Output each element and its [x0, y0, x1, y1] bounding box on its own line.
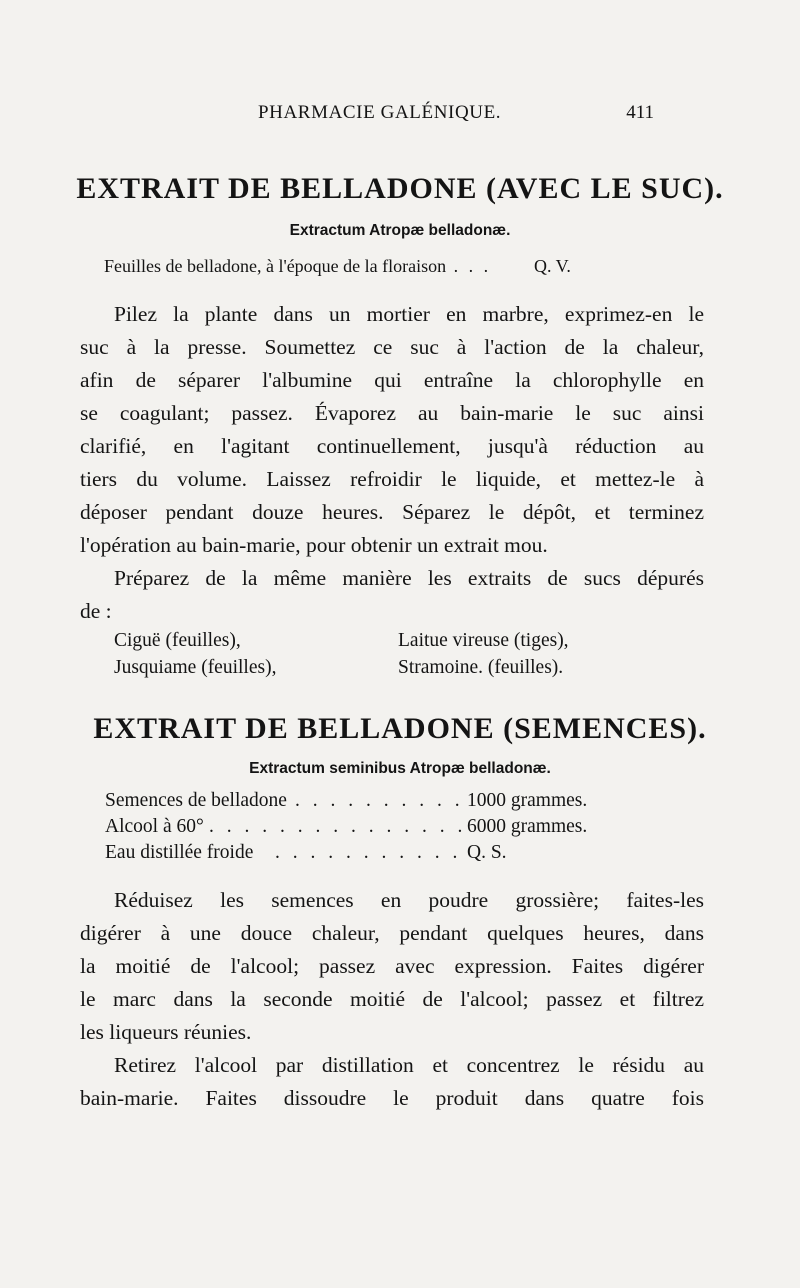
ingredient-quantity: Q. S. [467, 842, 507, 863]
paragraph-line: l'opération au bain-marie, pour obtenir un extrait mou. [80, 533, 548, 557]
paragraph-line: Pilez la plante dans un mortier en marbre, exprimez-en le [114, 302, 704, 326]
paragraph-line: suc à la presse. Soumettez ce suc à l'action de la chaleur, [80, 335, 704, 359]
paragraph-line: Réduisez les semences en poudre grossière; faites-les [114, 888, 704, 912]
latin-name: Extractum seminibus Atropæ belladonæ. [249, 760, 551, 777]
running-title: PHARMACIE GALÉNIQUE. [258, 102, 502, 123]
ingredient-quantity: Q. V. [534, 256, 571, 276]
ingredient-dots: . . . . . . . . . . [295, 790, 464, 811]
paragraph-line: afin de séparer l'albumine qui entraîne la chlorophylle en [80, 368, 704, 392]
extract-item: Ciguë (feuilles), [114, 630, 241, 651]
paragraph-line: bain-marie. Faites dissoudre le produit dans quatre fois [80, 1086, 704, 1110]
ingredient-name: Alcool à 60° [105, 816, 204, 837]
paragraph-line: de : [80, 599, 112, 623]
paragraph-line: la moitié de l'alcool; passez avec expression. Faites digérer [80, 954, 704, 978]
ingredient-name: Semences de belladone [105, 790, 287, 811]
ingredient-dots: . . . . . . . . . . . [275, 842, 462, 863]
page-number: 411 [626, 102, 654, 123]
section-title-extract-juice: EXTRAIT DE BELLADONE (AVEC LE SUC). [76, 172, 724, 205]
paragraph-line: les liqueurs réunies. [80, 1020, 252, 1044]
extract-item: Jusquiame (feuilles), [114, 657, 277, 678]
ingredient-dots: . . . . . . . . . . . . . . . [209, 816, 467, 837]
ingredient-line [104, 256, 624, 277]
paragraph-line: Préparez de la même manière les extraits de sucs dépurés [114, 566, 704, 590]
running-head [0, 102, 800, 126]
ingredient-row [105, 790, 595, 816]
ingredient-name: Eau distillée froide [105, 842, 254, 863]
paragraph-line: clarifié, en l'agitant continuellement, jusqu'à réduction au [80, 434, 704, 458]
paragraph-line: tiers du volume. Laissez refroidir le liquide, et mettez-le à [80, 467, 704, 491]
latin-name: Extractum Atropæ belladonæ. [289, 222, 511, 239]
extract-item: Stramoine. (feuilles). [398, 657, 564, 678]
paragraph-line: le marc dans la seconde moitié de l'alcool; passez et filtrez [80, 987, 704, 1011]
paragraph-line: digérer à une douce chaleur, pendant quelques heures, dans [80, 921, 704, 945]
ingredient-quantity: 6000 grammes. [467, 816, 588, 837]
paragraph-line: déposer pendant douze heures. Séparez le dépôt, et terminez [80, 500, 704, 524]
ingredient-quantity: 1000 grammes. [467, 790, 588, 811]
ingredient-row [105, 842, 595, 868]
paragraph-line: Retirez l'alcool par distillation et concentrez le résidu au [114, 1053, 704, 1077]
ingredient-name: Feuilles de belladone, à l'époque de la floraison [104, 256, 447, 276]
ingredient-row [105, 816, 595, 842]
extract-item: Laitue vireuse (tiges), [398, 630, 569, 651]
paragraph-line: se coagulant; passez. Évaporez au bain-marie le suc ainsi [80, 401, 704, 425]
section-title-extract-seeds: EXTRAIT DE BELLADONE (SEMENCES). [93, 712, 707, 745]
ingredient-dots: . . . [446, 256, 492, 276]
